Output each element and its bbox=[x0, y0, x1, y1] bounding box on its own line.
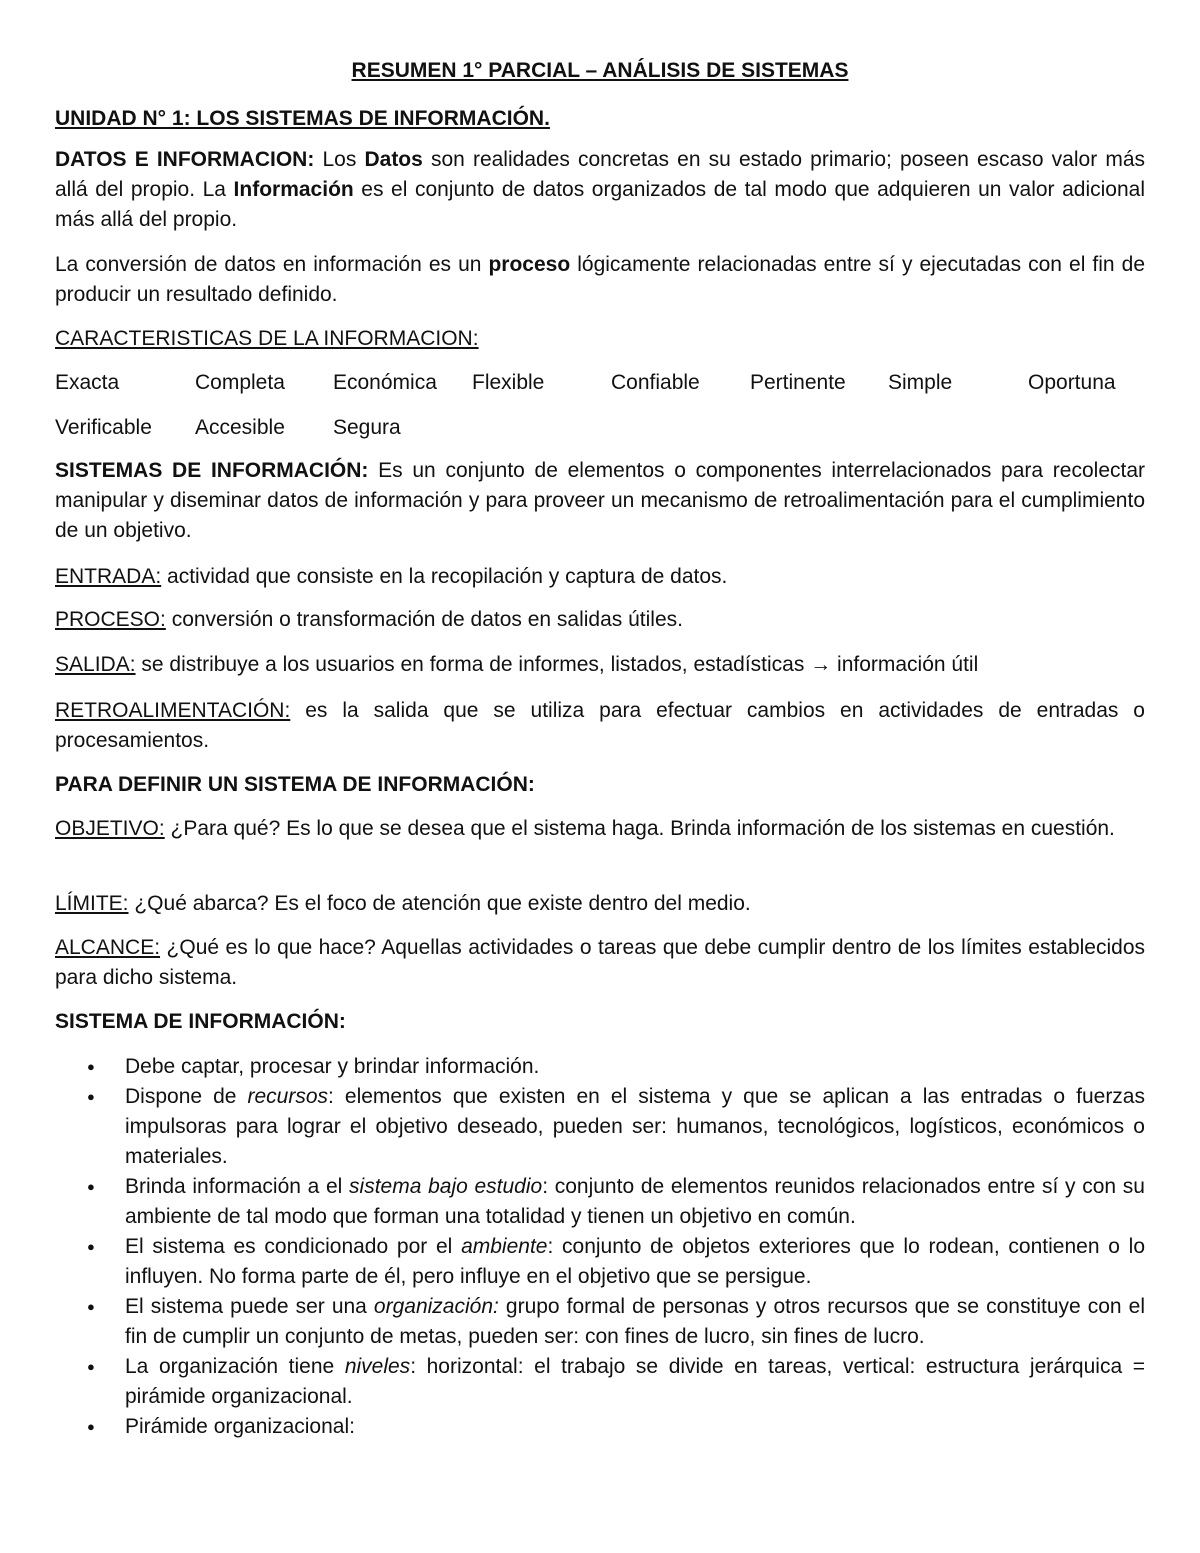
conversion-paragraph bbox=[55, 250, 1145, 310]
list-item bbox=[55, 1082, 1145, 1172]
caracteristica-item: Accesible bbox=[195, 416, 285, 439]
objetivo-label: OBJETIVO: bbox=[55, 817, 165, 840]
conversion-text-1: La conversión de datos en información es un bbox=[55, 253, 489, 276]
caracteristica-item: Oportuna bbox=[1028, 371, 1116, 394]
bullet-text: El sistema puede ser una bbox=[125, 1295, 374, 1318]
bullet-text: : horizontal: el trabajo se divide en tareas, vertical: estructura jerárquica = pirámide organizacional. bbox=[125, 1355, 1145, 1408]
limite-paragraph bbox=[55, 889, 1145, 919]
sistema-heading-text: SISTEMA DE INFORMACIÓN: bbox=[55, 1010, 346, 1033]
salida-label: SALIDA: bbox=[55, 653, 136, 676]
retro-paragraph bbox=[55, 696, 1145, 756]
alcance-text: ¿Qué es lo que hace? Aquellas actividades o tareas que debe cumplir dentro de los límites establecidos para dicho sistema. bbox=[55, 936, 1145, 989]
list-item bbox=[55, 1412, 1145, 1442]
datos-text-2: son realidades concretas en su estado primario; poseen escaso valor más allá del propio. La bbox=[55, 148, 1146, 201]
sistemas-paragraph bbox=[55, 456, 1145, 546]
limite-text: ¿Qué abarca? Es el foco de atención que existe dentro del medio. bbox=[128, 892, 751, 915]
bullet-text: grupo formal de personas y otros recursos que se constituye con el fin de cumplir un conjunto de metas, pueden ser: con fines de lucro, sin fines de lucro. bbox=[125, 1295, 1145, 1348]
bullet-text: : conjunto de elementos reunidos relacionados entre sí y con su ambiente de tal modo que forman una totalidad y tienen un objetivo en común. bbox=[125, 1175, 1145, 1228]
datos-bold-datos: Datos bbox=[364, 148, 423, 171]
bullet-text: Pirámide organizacional: bbox=[125, 1415, 355, 1438]
proceso-label: PROCESO: bbox=[55, 608, 166, 631]
caracteristica-item: Completa bbox=[195, 371, 285, 394]
caracteristica-item: Simple bbox=[888, 371, 953, 394]
entrada-label: ENTRADA: bbox=[55, 565, 162, 588]
arrow-right-icon: → bbox=[810, 653, 832, 676]
bullet-text: : conjunto de objetos exteriores que lo rodean, contienen o lo influyen. No forma parte de él, pero influye en el objetivo que se persigue. bbox=[125, 1235, 1145, 1288]
salida-paragraph bbox=[55, 650, 1145, 680]
bullet-text: : elementos que existen en el sistema y que se aplican a las entradas o fuerzas impulsoras para lograr el objetivo deseado, pueden ser: humanos, tecnológicos, logísticos, económicos o materiales. bbox=[125, 1085, 1145, 1168]
entrada-text: actividad que consiste en la recopilación y captura de datos. bbox=[161, 565, 728, 588]
alcance-paragraph bbox=[55, 933, 1145, 993]
entrada-paragraph bbox=[55, 562, 1145, 592]
caracteristicas-row-2 bbox=[55, 413, 1155, 443]
objetivo-text: ¿Para qué? Es lo que se desea que el sistema haga. Brinda información de los sistemas en cuestión. bbox=[164, 817, 1115, 840]
salida-text-2: información útil bbox=[831, 653, 979, 676]
conversion-bold-proceso: proceso bbox=[488, 253, 571, 276]
bullet-emphasis: organización: bbox=[373, 1295, 499, 1318]
caracteristica-item: Económica bbox=[333, 371, 437, 394]
datos-label: DATOS E INFORMACION: bbox=[55, 148, 315, 171]
caracteristicas-heading: CARACTERISTICAS DE LA INFORMACION: bbox=[55, 327, 479, 350]
bullet-text: Dispone de bbox=[125, 1085, 248, 1108]
datos-text-3: es el conjunto de datos organizados de tal modo que adquieren un valor adicional más allá del propio. bbox=[55, 178, 1145, 231]
salida-text: se distribuye a los usuarios en forma de informes, listados, estadísticas bbox=[135, 653, 811, 676]
caracteristicas-row-1 bbox=[55, 368, 1155, 398]
definir-heading-text: PARA DEFINIR UN SISTEMA DE INFORMACIÓN: bbox=[55, 773, 535, 796]
list-item bbox=[55, 1232, 1145, 1292]
bullet-text: La organización tiene bbox=[125, 1355, 345, 1378]
conversion-text-2: lógicamente relacionadas entre sí y ejecutadas con el fin de producir un resultado definido. bbox=[55, 253, 1145, 306]
bullet-emphasis: niveles bbox=[344, 1355, 411, 1378]
proceso-text: conversión o transformación de datos en salidas útiles. bbox=[165, 608, 683, 631]
document-title: RESUMEN 1° PARCIAL – ANÁLISIS DE SISTEMAS bbox=[351, 59, 849, 82]
caracteristica-item: Segura bbox=[333, 416, 401, 439]
caracteristica-item: Flexible bbox=[472, 371, 545, 394]
bullet-text: Debe captar, procesar y brindar información. bbox=[125, 1055, 540, 1078]
unit-title: UNIDAD N° 1: LOS SISTEMAS DE INFORMACIÓN. bbox=[55, 107, 550, 130]
retro-label: RETROALIMENTACIÓN: bbox=[55, 699, 291, 722]
alcance-label: ALCANCE: bbox=[55, 936, 161, 959]
caracteristica-item: Confiable bbox=[611, 371, 700, 394]
bullet-text: El sistema es condicionado por el bbox=[125, 1235, 462, 1258]
objetivo-paragraph bbox=[55, 814, 1145, 844]
datos-paragraph bbox=[55, 145, 1145, 235]
bullet-text: Brinda información a el bbox=[125, 1175, 350, 1198]
list-item bbox=[55, 1352, 1145, 1412]
caracteristica-item: Pertinente bbox=[750, 371, 846, 394]
bullet-list bbox=[55, 1052, 1145, 1442]
limite-label: LÍMITE: bbox=[55, 892, 129, 915]
list-item bbox=[55, 1172, 1145, 1232]
bullet-emphasis: recursos bbox=[247, 1085, 329, 1108]
retro-text: es la salida que se utiliza para efectuar cambios en actividades de entradas o procesamientos. bbox=[55, 699, 1145, 752]
bullet-emphasis: sistema bajo estudio bbox=[349, 1175, 543, 1198]
proceso-paragraph bbox=[55, 605, 1145, 635]
datos-text-1: Los bbox=[314, 148, 365, 171]
bullet-emphasis: ambiente bbox=[461, 1235, 548, 1258]
sistema-heading bbox=[55, 1007, 1145, 1037]
list-item bbox=[55, 1052, 1145, 1082]
sistemas-label: SISTEMAS DE INFORMACIÓN: bbox=[55, 459, 369, 482]
datos-bold-informacion: Información bbox=[233, 178, 354, 201]
definir-heading bbox=[55, 770, 1145, 800]
sistemas-text: Es un conjunto de elementos o componentes interrelacionados para recolectar manipular y diseminar datos de información y para proveer un mecanismo de retroalimentación para el cumplimiento de un objetivo. bbox=[55, 459, 1146, 542]
caracteristica-item: Verificable bbox=[55, 416, 152, 439]
caracteristica-item: Exacta bbox=[55, 371, 120, 394]
list-item bbox=[55, 1292, 1145, 1352]
